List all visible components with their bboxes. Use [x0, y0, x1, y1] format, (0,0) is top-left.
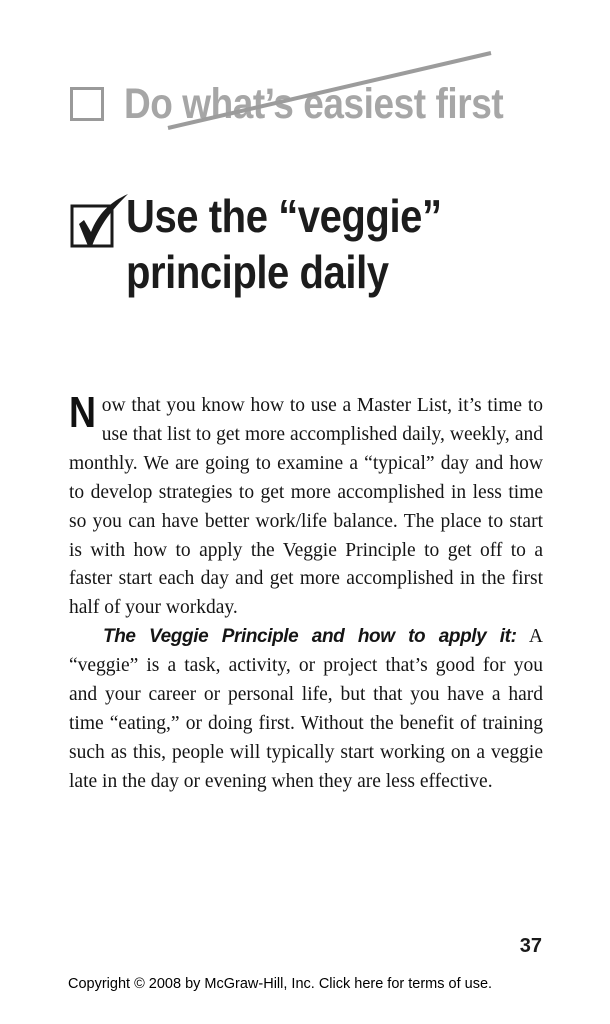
struck-heading-text: Do what’s easiest first: [124, 79, 504, 128]
paragraph-2-lead-in: The Veggie Principle and how to apply it:: [103, 626, 517, 648]
checked-box-icon: [70, 194, 130, 250]
strike-through-line: [0, 0, 610, 140]
paragraph-1: [69, 388, 543, 623]
title-line-2: principle daily: [126, 246, 389, 298]
paragraph-2: [69, 623, 543, 796]
body-text: [69, 388, 543, 797]
page-title: [126, 188, 491, 300]
paragraph-1-text: ow that you know how to use a Master List, it’s time to use that list to get more accomplished daily, weekly, and monthly. We are going to examine a “typical” day and how to develop strategies to get more accomplished in less time so you can have better work/life balance. The place to start is with how to apply the Veggie Principle to get off to a faster start each day and get more accomplished in the first half of your workday.: [69, 395, 543, 619]
page-number: 37: [519, 935, 542, 957]
drop-cap: N: [69, 388, 97, 437]
paragraph-2-text: A “veggie” is a task, activity, or project that’s good for you and your career or personal life, but that you have a hard time “eating,” or doing first. Without the benefit of training such as this, people will typically start working on a veggie late in the day or evening when they are less effective.: [69, 626, 543, 792]
title-line-1: Use the “veggie”: [126, 190, 442, 242]
copyright-link[interactable]: Copyright © 2008 by McGraw-Hill, Inc. Click here for terms of use.: [68, 976, 493, 992]
